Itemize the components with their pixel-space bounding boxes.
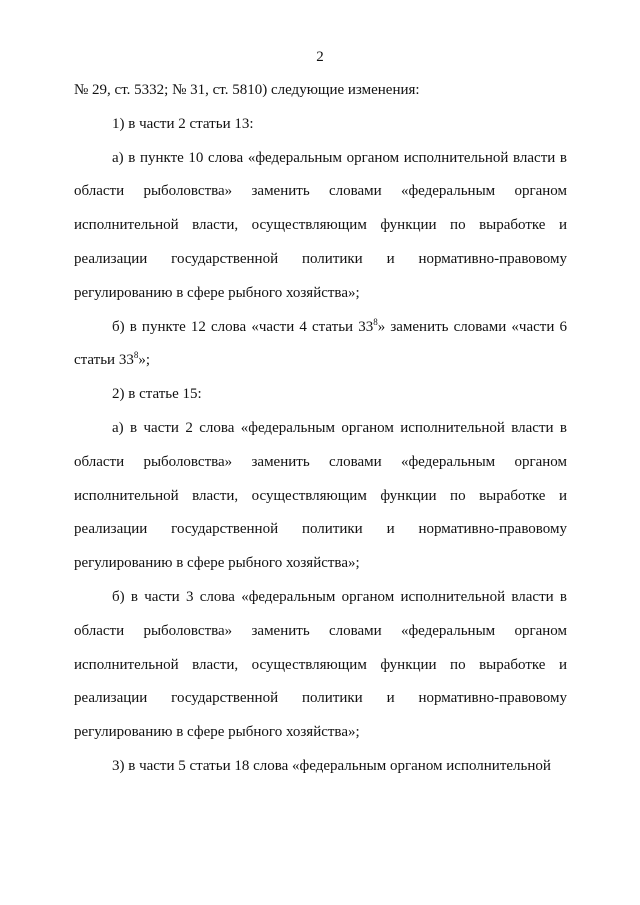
paragraph-item-2a: а) в части 2 слова «федеральным органом исполнительной власти в области рыболовства» заменить словами «федеральным органом исполнительной власти, осуществляющим функции по выработке и реализации государственной политики и нормативно-правовому регулированию в сфере рыбного хозяйства»;	[74, 419, 567, 572]
paragraph-item-1: 1) в части 2 статьи 13:	[112, 115, 254, 132]
superscript-8-first: 8	[373, 316, 378, 327]
paragraph-item-1b-text-before: б) в пункте 12 слова «части 4 статьи 33	[112, 318, 374, 335]
paragraph-item-1b	[74, 311, 567, 379]
document-body	[74, 74, 567, 784]
paragraph-item-2b: б) в части 3 слова «федеральным органом исполнительной власти в области рыболовства» заменить словами «федеральным органом исполнительной власти, осуществляющим функции по выработке и реализации государственной политики и нормативно-правовому регулированию в сфере рыбного хозяйства»;	[74, 588, 567, 741]
paragraph-item-1b-text-mid: » заменить словами «части 6 статьи 33	[74, 318, 567, 369]
page-number: 2	[316, 49, 324, 65]
paragraph-item-3: 3) в части 5 статьи 18 слова «федеральным органом исполнительной	[112, 757, 551, 774]
superscript-8-second: 8	[133, 350, 139, 361]
paragraph-intro: № 29, ст. 5332; № 31, ст. 5810) следующие изменения:	[74, 82, 420, 98]
paragraph-item-1b-text-after: »;	[138, 352, 151, 369]
paragraph-item-2: 2) в статье 15:	[112, 386, 202, 403]
paragraph-item-1a: а) в пункте 10 слова «федеральным органом исполнительной власти в области рыболовства» заменить словами «федеральным органом исполнительной власти, осуществляющим функции по выработке и реализации государственной политики и нормативно-правовому регулированию в сфере рыбного хозяйства»;	[74, 149, 567, 301]
